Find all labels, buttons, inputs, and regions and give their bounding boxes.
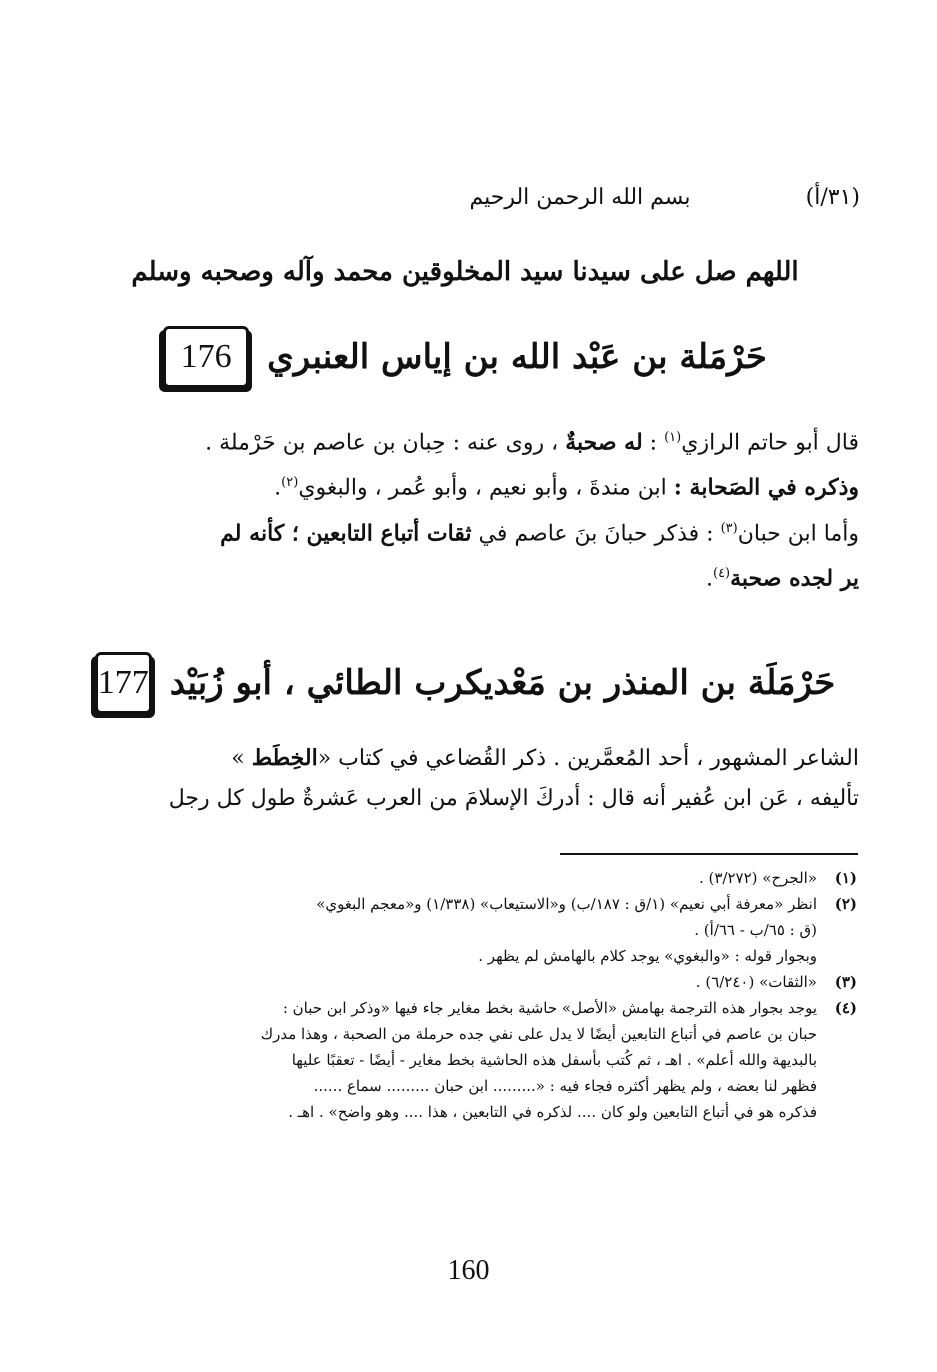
bold-text: وذكره في الصَحابة : [673, 474, 859, 501]
entry-176-body [99, 418, 859, 599]
footnote [87, 995, 857, 1125]
bold-text: ثقات أتباع التابعين ؛ كأنه لم [220, 519, 472, 546]
footnote [87, 865, 857, 891]
bold-text: ير لجده صحبة [730, 565, 859, 592]
footnote-number: (٢) [834, 895, 857, 913]
entry-number-badge: 176 [163, 326, 249, 388]
page-number: 160 [447, 1255, 490, 1286]
bold-text: له صحبةٌ [565, 429, 643, 456]
text-span: الشاعر المشهور ، أحد المُعمَّرين . ذكر القُضاعي في كتاب « [317, 746, 859, 771]
text-span: . [274, 475, 282, 501]
footnote-text: فذكره هو في أتباع التابعين ولو كان .... لذكره في التابعين ، هذا .... وهو واضح» . اهـ . [288, 1103, 817, 1121]
footnote-text: وبجوار قوله : «والبغوي» يوجد كلام بالهامش لم يظهر . [478, 947, 817, 965]
basmala-heading: بسم الله الرحمن الرحيم [469, 185, 691, 210]
text-span: » [231, 746, 245, 771]
text-span: : [649, 430, 658, 456]
entry-177-body [99, 738, 859, 819]
paragraph-line: تأليفه ، عَن ابن عُفير أنه قال : أدركَ الإسلامَ من العرب عَشرةٌ طول كل رجل [168, 786, 859, 811]
text-span: ، روى عنه : حِبان بن عاصم بن حَرْملة . [205, 430, 559, 456]
paragraph-line [99, 738, 859, 779]
entry-number-badge: 177 [95, 652, 152, 714]
manuscript-folio-ref: (٣١/أ) [805, 185, 860, 210]
page-header [150, 180, 870, 220]
footnote-ref: (٢) [281, 475, 299, 491]
entry-title: حَرْمَلة بن عَبْد الله بن إياس العنبري [267, 337, 767, 377]
text-span: : فذكر حبانَ بنَ عاصم في [478, 520, 714, 546]
text-span: . [705, 566, 713, 592]
paragraph-line [99, 554, 859, 599]
entry-177-heading [97, 648, 836, 718]
invocation-line: اللهم صل على سيدنا سيد المخلوقين محمد وآله وصحبه وسلم [131, 257, 799, 287]
footnote-text: انظر «معرفة أبي نعيم» (١/ق : ١٨٧/ب) و«الاستيعاب» (١/٣٣٨) و«معجم البغوي» [316, 895, 817, 913]
text-span: قال أبو حاتم الرازي [681, 430, 859, 456]
footnote-number: (٣) [834, 973, 857, 991]
footnote-text: بالبديهة والله أعلم» . اهـ ، ثم كُتب بأسفل هذه الحاشية بخط مغاير - أيضًا - تعقبًا عليها [291, 1051, 817, 1069]
footnote-continuation [87, 943, 857, 969]
bold-text: الخِطَط [251, 745, 318, 771]
footnote-text: «الثقات» (٦/٢٤٠) . [695, 973, 817, 991]
footnote-ref: (٤) [712, 565, 731, 581]
entry-title: حَرْمَلَة بن المنذر بن مَعْديكرب الطائي ، أبو زُبَيْد [169, 663, 836, 703]
footnote-text: (ق : ٦٥/ب - ٦٦/أ) . [694, 921, 817, 939]
footnote-ref: (٣) [720, 520, 738, 536]
text-span: وأما ابن حبان [737, 520, 859, 546]
footnote [87, 969, 857, 995]
entry-176-heading [100, 322, 830, 392]
footnote [87, 891, 857, 943]
paragraph-line [99, 509, 859, 554]
footnotes [87, 865, 857, 1125]
footnote-number [817, 943, 857, 969]
footnote-separator [560, 853, 858, 855]
paragraph-line [99, 463, 859, 508]
footnote-text: فظهر لنا بعضه ، ولم يظهر أكثره فجاء فيه : «......... ابن حبان ......... سماع ...... [313, 1077, 817, 1095]
footnote-text: «الجرح» (٣/٢٧٢) . [698, 869, 817, 887]
paragraph-line [99, 418, 859, 463]
footnote-number: (١) [834, 869, 857, 887]
footnote-number: (٤) [834, 999, 857, 1017]
footnote-text: حبان بن عاصم في أتباع التابعين أيضًا لا يدل على نفي جده حرملة من الصحبة ، وهذا مدرك [260, 1025, 817, 1043]
text-span: ابن مندةَ ، وأبو نعيم ، وأبو عُمر ، والبغوي [298, 475, 667, 501]
footnote-text: يوجد بجوار هذه الترجمة بهامش «الأصل» حاشية بخط مغاير جاء فيها «وذكر ابن حبان : [282, 999, 817, 1017]
footnote-ref: (١) [664, 430, 682, 445]
